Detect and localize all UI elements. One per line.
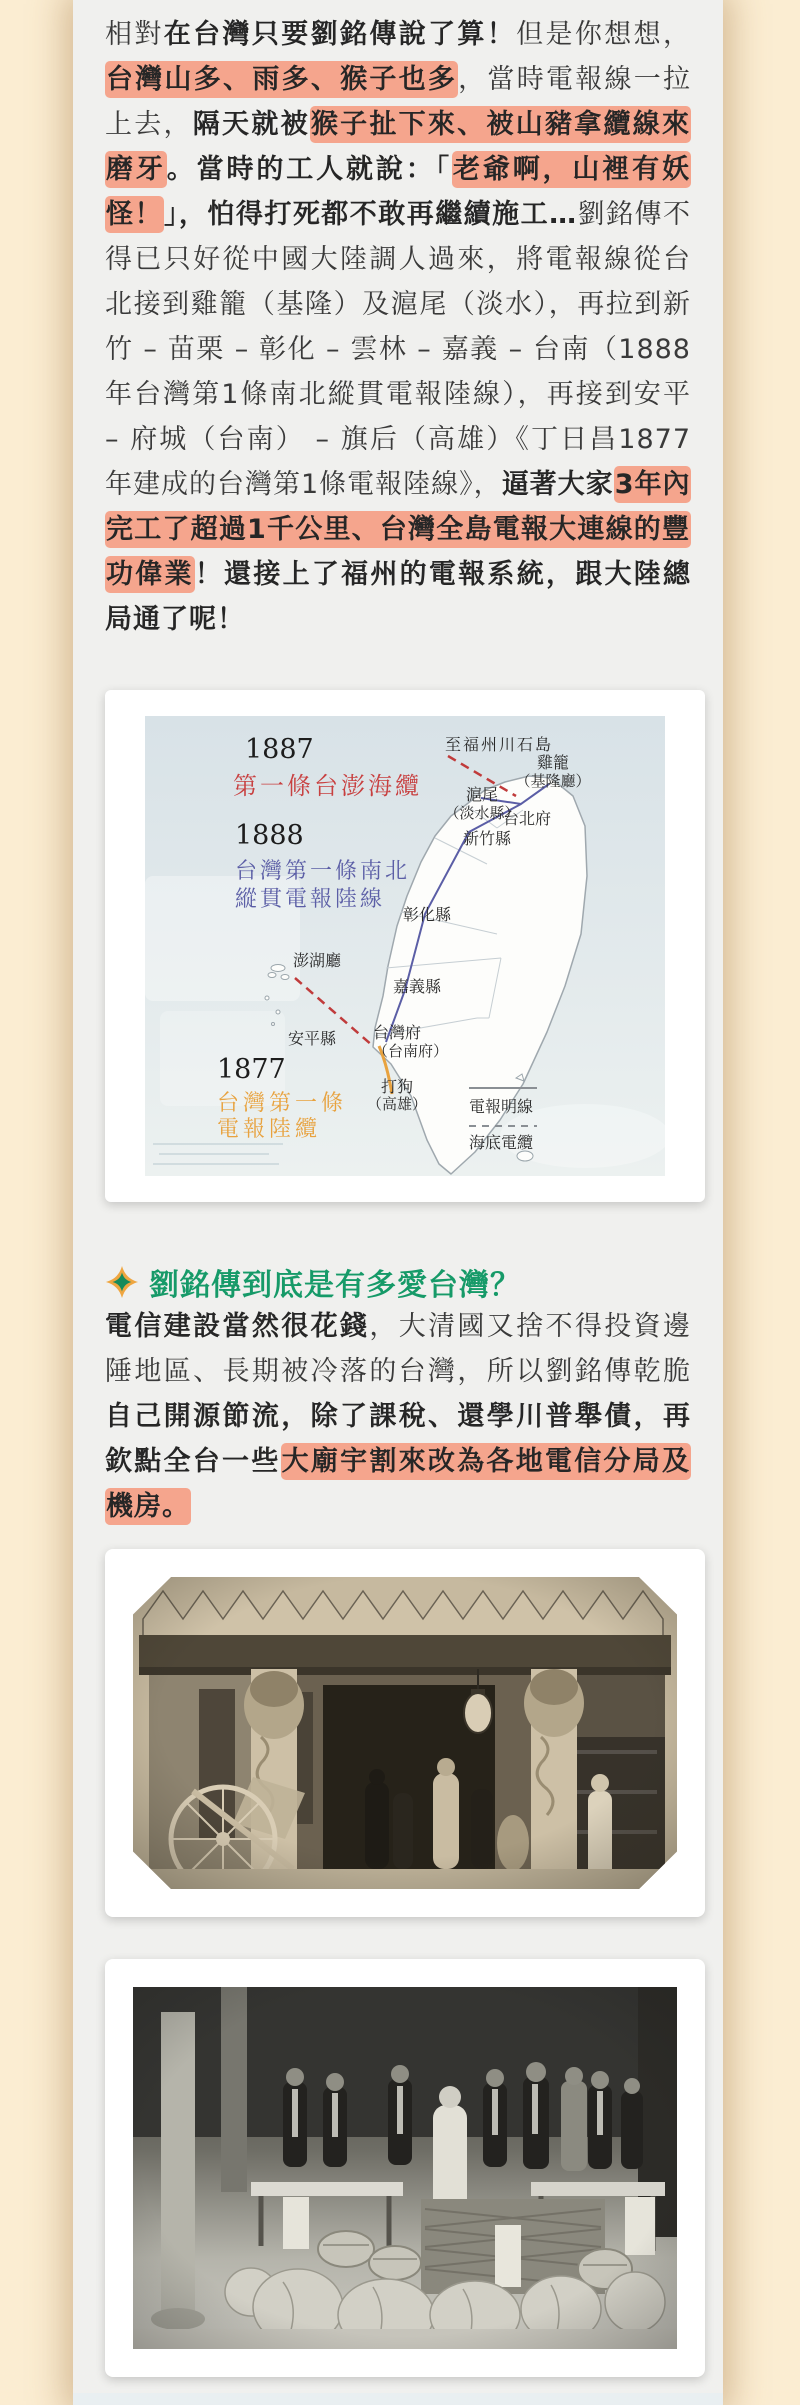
map-place-anping: 安平縣 (288, 1029, 337, 1048)
article-card (73, 0, 723, 2405)
text-run-bold: ！還接上了福州的電報系統，跟大陸總局通了呢！ (105, 559, 692, 635)
map-label-1877-line1: 台灣第一條 (217, 1091, 348, 1116)
map-place-changhua: 彰化縣 (403, 905, 452, 924)
paragraph-funding (105, 1304, 691, 1529)
small-island (517, 1151, 533, 1161)
map-place-chiayi: 嘉義縣 (393, 977, 442, 996)
map-place-tamsui-sub: （淡水縣） (444, 804, 520, 822)
map-place-tamsui: 滬尾 (465, 785, 499, 804)
map-place-takow: 打狗 (380, 1077, 414, 1096)
map-year-1877: 1877 (217, 1054, 286, 1085)
map-place-penghu: 澎湖廳 (293, 951, 342, 970)
map-place-keelung: 雞籠 (536, 753, 570, 772)
map-label-1888-line2: 縱貫電報陸線 (235, 887, 386, 912)
text-run-bold: 。 (166, 154, 197, 185)
map-year-1888: 1888 (235, 820, 304, 851)
text-run-highlight: 台灣山多、雨多、猴子也多 (105, 61, 458, 98)
text-run-bold: 電信建設當然很花錢 (105, 1311, 370, 1342)
text-run-bold: 逼著大家 (501, 469, 614, 500)
text-run: ，大清國又捨不得投資邊陲地區、長期被冷落的台灣，所以劉銘傳乾脆 (105, 1311, 692, 1387)
map-waves (153, 1144, 283, 1164)
text-run-bold: 在台灣只要劉銘傳說了算！ (163, 19, 517, 50)
office-photo-figure (105, 1959, 705, 2377)
text-run-bold: 隔天就被 (192, 109, 310, 140)
legend-open-wire-label: 電報明線 (469, 1097, 534, 1116)
text-run-bold: 自己開源節流，除了課稅、還學川普舉債，再欽點全台一些 (105, 1401, 691, 1477)
article-content (73, 0, 723, 2377)
map-label-to-fuzhou: 至福州川石島 (445, 735, 554, 754)
telegraph-map-figure (105, 690, 705, 1202)
text-run-highlight: 猴子扯下來、被山豬拿纜線來磨牙 (105, 106, 691, 188)
text-run: 但是你想想， (516, 19, 692, 50)
historic-office-photo (133, 1987, 677, 2349)
map-year-1887: 1887 (245, 734, 314, 765)
text-run: ，當時電報線一拉上去， (105, 64, 692, 140)
section-title: 劉銘傳到底是有多愛台灣？ (149, 1268, 521, 1303)
map-place-keelung-sub: （基隆廳） (515, 772, 591, 790)
map-label-1877-line2: 電報陸纜 (217, 1117, 322, 1142)
map-label-1887-cable: 第一條台澎海纜 (233, 772, 422, 800)
next-section-peek (73, 2393, 723, 2405)
text-run-bold: 」，怕得打死都不敢再繼續施工… (163, 199, 578, 230)
section-heading (105, 1260, 691, 1304)
text-run: 劉銘傳不得已只好從中國大陸調人過來，將電報線從台北接到雞籠（基隆）及滬尾（淡水），再拉到新竹 – 苗栗 – 彰化 – 雲林 – 嘉義 – 台南（1888年台灣第1條南北縱貫電報陸線），再接到安平 – 府城（台南） – 旗后（高雄）《丁日昌1877年建成的台灣第1條電報陸線》， (105, 199, 692, 500)
map-place-tainan: 台灣府 (373, 1023, 422, 1042)
historic-temple-photo (133, 1577, 677, 1889)
taiwan-telegraph-map (145, 716, 665, 1176)
text-run-bold: 當時的工人就說：「 (196, 154, 452, 185)
map-place-taipei: 台北府 (503, 809, 552, 828)
text-run-highlight: 3年內完工了超過1千公里、台灣全島電報大連線的豐功偉業 (105, 466, 691, 593)
text-run-highlight: 老爺啊，山裡有妖怪！ (105, 151, 691, 233)
map-place-takow-sub: （高雄） (366, 1095, 428, 1113)
map-place-tainan-sub: （台南府） (373, 1042, 449, 1060)
four-point-star-icon (105, 1265, 139, 1299)
temple-photo-figure (105, 1549, 705, 1917)
text-run: 相對 (105, 19, 164, 50)
legend-submarine-label: 海底電纜 (469, 1133, 534, 1152)
paragraph-telegraph-story (105, 12, 691, 642)
text-run-highlight: 大廟宇割來改為各地電信分局及機房。 (105, 1443, 691, 1525)
map-label-1888-line1: 台灣第一條南北 (235, 859, 411, 884)
map-place-hsinchu: 新竹縣 (463, 829, 512, 848)
